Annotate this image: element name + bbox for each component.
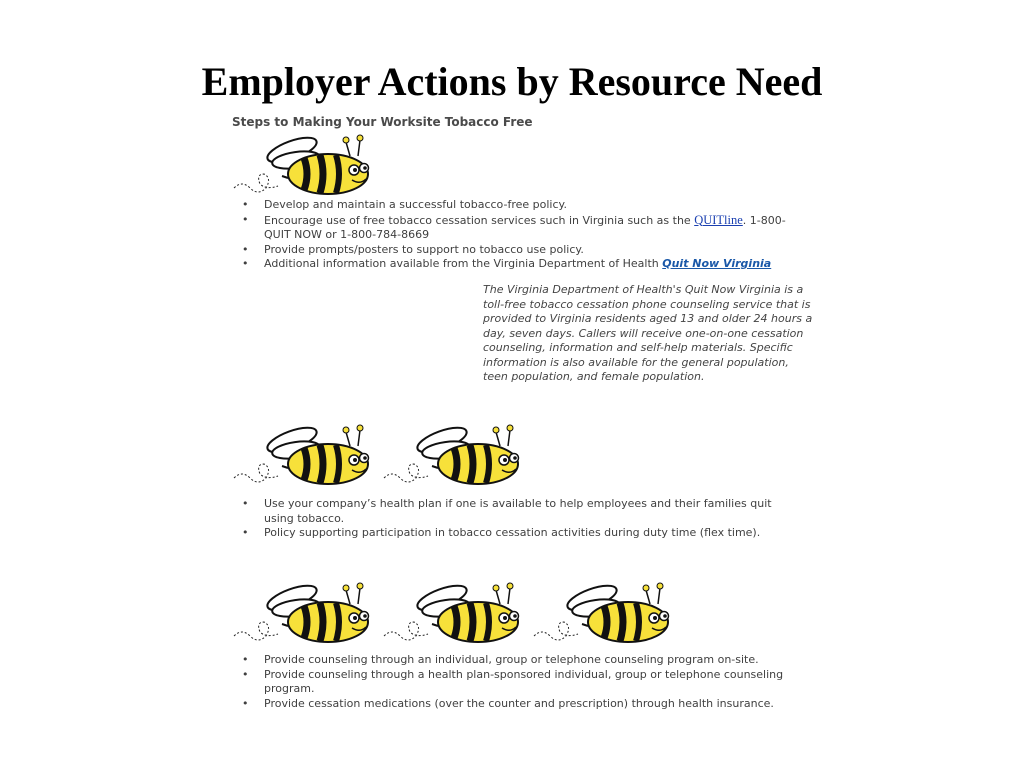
list-item: • Develop and maintain a successful tobacco-free policy.: [232, 198, 792, 213]
slide-title: Employer Actions by Resource Need: [201, 59, 823, 104]
quitline-link[interactable]: QUITline: [694, 212, 743, 227]
level-1-list: [232, 198, 792, 272]
bee-row-level-1: [232, 128, 392, 208]
bee-icon: [232, 576, 382, 656]
list-item: • Provide prompts/posters to support no tobacco use policy.: [232, 243, 792, 258]
list-item: • Use your company’s health plan if one is available to help employees and their families quit using tobacco.: [232, 497, 792, 526]
quit-now-virginia-description: The Virginia Department of Health's Quit Now Virginia is a toll-free tobacco cessation phone counseling service that is provided to Virginia residents aged 13 and older 24 hours a day, seven days. Callers will receive one-on-one cessation counseling, information and self-help materials. Specific information is also available for the general population, teen population, and female population.: [483, 283, 813, 383]
level-2-list: [232, 497, 792, 541]
list-item: • Provide counseling through a health plan-sponsored individual, group or telephone counseling program.: [232, 668, 792, 697]
section-subtitle: Steps to Making Your Worksite Tobacco Free: [232, 115, 533, 129]
list-item: • Provide counseling through an individual, group or telephone counseling program on-site.: [232, 653, 792, 668]
list-item: [232, 257, 792, 272]
list-item: • Policy supporting participation in tobacco cessation activities during duty time (flex time).: [232, 526, 792, 541]
list-item-text: . 1-800-QUIT NOW or 1-800-784-8669: [264, 213, 786, 241]
bee-row-level-2: [232, 418, 532, 498]
bee-illustration: [232, 128, 382, 208]
quit-now-virginia-link[interactable]: Quit Now Virginia: [662, 257, 772, 270]
list-item: • Provide cessation medications (over the counter and prescription) through health insurance.: [232, 697, 792, 712]
level-3-list: [232, 653, 792, 711]
bee-icon: [382, 418, 532, 498]
bee-icon: [232, 418, 382, 498]
bee-icon: [532, 576, 682, 656]
list-item-text: Additional information available from the Virginia Department of Health: [264, 257, 663, 270]
bee-icon: [382, 576, 532, 656]
list-item-text: Encourage use of free tobacco cessation services such in Virginia such as the: [264, 213, 695, 227]
bee-icon: [232, 128, 382, 208]
bee-row-level-3: [232, 576, 682, 656]
list-item: [232, 213, 792, 243]
